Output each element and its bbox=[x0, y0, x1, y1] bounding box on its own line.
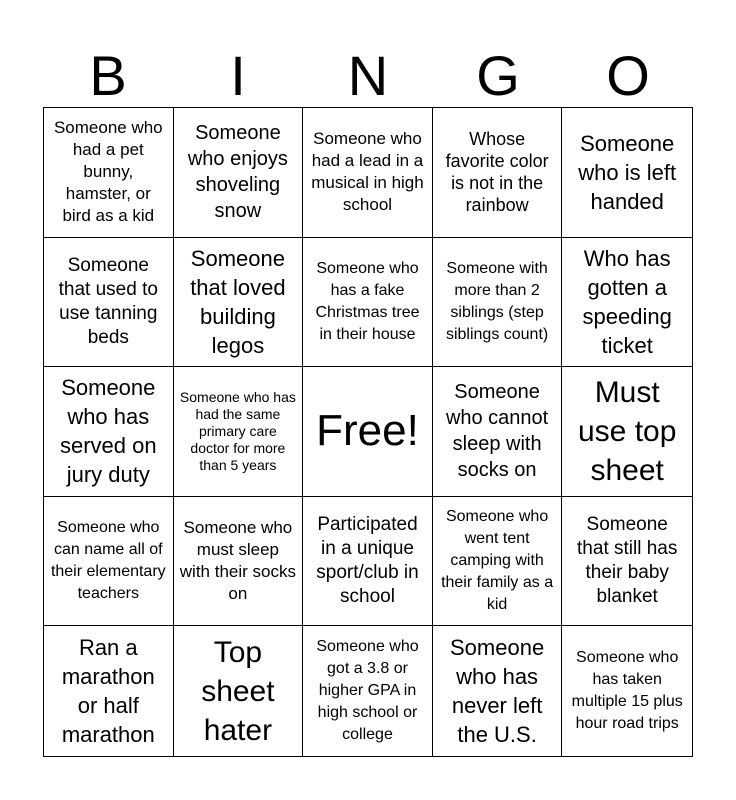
cell-text: Top sheet hater bbox=[201, 635, 275, 747]
cell-text: Ran a marathon or half marathon bbox=[61, 635, 155, 748]
cell-text: Who has gotten a speeding ticket bbox=[582, 245, 672, 358]
cell-text: Someone that still has their baby blanket bbox=[577, 514, 678, 608]
cell-text: Must use top sheet bbox=[577, 375, 677, 487]
cell-text: Participated in a unique sport/club in school bbox=[316, 514, 419, 608]
cell-text: Someone who must sleep with their socks on bbox=[179, 518, 296, 604]
bingo-cell-r5c4[interactable] bbox=[433, 626, 563, 756]
bingo-cell-r4c2[interactable] bbox=[174, 497, 304, 627]
cell-text: Someone who has never left the U.S. bbox=[450, 635, 545, 748]
bingo-cell-r4c3[interactable] bbox=[303, 497, 433, 627]
free-space-text: Free! bbox=[316, 406, 419, 456]
cell-text: Someone who has taken multiple 15 plus hour road trips bbox=[571, 649, 683, 733]
bingo-cell-r5c1[interactable] bbox=[44, 626, 174, 756]
header-letter-g: G bbox=[476, 44, 520, 107]
cell-text: Whose favorite color is not in the rainbow bbox=[445, 129, 549, 216]
cell-text: Someone that loved building legos bbox=[190, 245, 286, 358]
bingo-cell-r4c1[interactable] bbox=[44, 497, 174, 627]
cell-text: Someone who got a 3.8 or higher GPA in high school or college bbox=[316, 638, 419, 744]
bingo-grid bbox=[43, 107, 693, 757]
bingo-cell-r4c4[interactable] bbox=[433, 497, 563, 627]
cell-text: Someone who can name all of their elementary teachers bbox=[50, 519, 166, 603]
cell-text: Someone who has a fake Christmas tree in their house bbox=[315, 259, 420, 343]
bingo-cell-r5c5[interactable] bbox=[562, 626, 692, 756]
bingo-cell-r4c5[interactable] bbox=[562, 497, 692, 627]
bingo-cell-r1c3[interactable] bbox=[303, 108, 433, 238]
bingo-cell-r1c4[interactable] bbox=[433, 108, 563, 238]
cell-text: Someone who has had the same primary care doctor for more than 5 years bbox=[179, 388, 296, 473]
bingo-header bbox=[43, 44, 693, 108]
header-letter-n: N bbox=[347, 44, 389, 107]
bingo-cell-r2c2[interactable] bbox=[174, 238, 304, 368]
cell-text: Someone with more than 2 siblings (step siblings count) bbox=[445, 259, 549, 343]
bingo-cell-r3c4[interactable] bbox=[433, 367, 563, 497]
bingo-cell-r3c1[interactable] bbox=[44, 367, 174, 497]
bingo-cell-r2c5[interactable] bbox=[562, 238, 692, 368]
header-letter-o: O bbox=[606, 44, 650, 107]
cell-text: Someone who had a pet bunny, hamster, or bird as a kid bbox=[53, 118, 163, 226]
bingo-cell-r1c1[interactable] bbox=[44, 108, 174, 238]
cell-text: Someone who enjoys shoveling snow bbox=[187, 122, 288, 223]
bingo-cell-r5c2[interactable] bbox=[174, 626, 304, 756]
bingo-cell-r1c2[interactable] bbox=[174, 108, 304, 238]
cell-text: Someone who had a lead in a musical in high school bbox=[311, 129, 424, 215]
bingo-cell-free[interactable] bbox=[303, 367, 433, 497]
bingo-cell-r3c5[interactable] bbox=[562, 367, 692, 497]
bingo-cell-r2c1[interactable] bbox=[44, 238, 174, 368]
cell-text: Someone who cannot sleep with socks on bbox=[445, 381, 549, 482]
cell-text: Someone who went tent camping with their family as a kid bbox=[441, 508, 554, 614]
cell-text: Someone who has served on jury duty bbox=[59, 375, 157, 488]
bingo-cell-r1c5[interactable] bbox=[562, 108, 692, 238]
cell-text: Someone that used to use tanning beds bbox=[58, 254, 158, 348]
bingo-cell-r2c3[interactable] bbox=[303, 238, 433, 368]
header-letter-i: I bbox=[230, 44, 246, 107]
cell-text: Someone who is left handed bbox=[578, 130, 677, 214]
bingo-cell-r2c4[interactable] bbox=[433, 238, 563, 368]
bingo-cell-r3c2[interactable] bbox=[174, 367, 304, 497]
header-letter-b: B bbox=[89, 44, 127, 107]
bingo-cell-r5c3[interactable] bbox=[303, 626, 433, 756]
